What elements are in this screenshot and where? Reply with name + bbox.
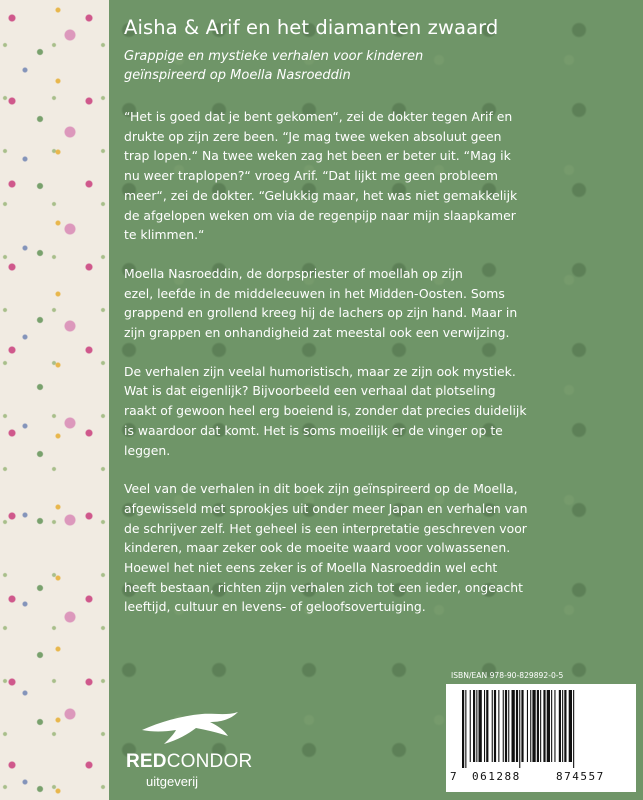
blurb-line: De verhalen zijn veelal humoristisch, maar ze zijn ook mystiek. <box>124 363 516 379</box>
book-title: Aisha & Arif en het diamanten zwaard <box>124 16 499 39</box>
publisher-subtitle: uitgeverij <box>146 774 199 789</box>
blurb-line: zijn grappen en onhandigheid zat meestal ook een verwijzing. <box>124 325 510 341</box>
blurb-line: raakt of gewoon heel erg boeiend is, zonder dat precies duidelijk <box>124 403 527 419</box>
blurb-text <box>124 107 634 636</box>
blurb-line: leggen. <box>124 442 171 458</box>
condor-icon <box>140 708 240 748</box>
barcode-digit-group-left: 061288 <box>472 770 521 783</box>
publisher-name-regular: CONDOR <box>166 751 253 772</box>
blurb-line: de afgelopen weken om via de regenpijp naar mijn slaapkamer <box>124 207 516 223</box>
blurb-line: drukte op zijn zere been. “Je mag twee weken absoluut geen <box>124 128 502 144</box>
barcode <box>446 684 636 792</box>
blurb-line: Wat is dat eigenlijk? Bijvoorbeeld een verhaal dat plotseling <box>124 383 496 399</box>
blurb-paragraph <box>124 362 634 461</box>
publisher-name-bold: RED <box>126 751 167 772</box>
blurb-line: Moella Nasroeddin, de dorpspriester of moellah op zijn <box>124 265 463 281</box>
blurb-line: ezel, leefde in de middeleeuwen in het Midden-Oosten. Soms <box>124 285 505 301</box>
blurb-paragraph <box>124 107 634 245</box>
barcode-digits <box>446 770 636 786</box>
blurb-line: leeftijd, cultuur en levens- of geloofsovertuiging. <box>124 599 426 615</box>
blurb-line: afgewisseld met sprookjes uit onder meer Japan en verhalen van <box>124 500 528 516</box>
blurb-line: meer“, zei de dokter. “Gelukkig maar, het was niet gemakkelijk <box>124 187 518 203</box>
barcode-bars <box>460 690 630 768</box>
blurb-line: is waardoor dat komt. Het is soms moeilijk er de vinger op te <box>124 422 503 438</box>
publisher-name <box>126 751 252 773</box>
blurb-line: heeft bestaan, richten zijn verhalen zich tot een ieder, ongeacht <box>124 579 523 595</box>
publisher-logo <box>126 704 276 794</box>
blurb-line: Hoewel het niet eens zeker is of Moella Nasroeddin wel echt <box>124 560 498 576</box>
blurb-line: kinderen, maar zeker ook de moeite waard voor volwassenen. <box>124 540 511 556</box>
subtitle-line: geïnspireerd op Moella Nasroeddin <box>124 68 351 83</box>
blurb-paragraph <box>124 264 634 343</box>
blurb-line: de schrijver zelf. Het geheel is een interpretatie geschreven voor <box>124 520 527 536</box>
blurb-line: grappend en grollend kreeg hij de lachers op zijn hand. Maar in <box>124 305 518 321</box>
blurb-line: Veel van de verhalen in dit boek zijn geïnspireerd op de Moella, <box>124 481 518 497</box>
subtitle-line: Grappige en mystieke verhalen voor kinderen <box>124 49 424 64</box>
book-subtitle <box>124 47 423 85</box>
barcode-digit-prefix: 7 <box>450 770 457 783</box>
blurb-paragraph <box>124 479 634 617</box>
barcode-digit-group-right: 874557 <box>556 770 605 783</box>
blurb-line: te klimmen.“ <box>124 227 205 243</box>
isbn-label: ISBN/EAN 978-90-829892-0-5 <box>451 671 564 680</box>
blurb-line: “Het is goed dat je bent gekomen“, zei de dokter tegen Arif en <box>124 109 513 124</box>
blurb-line: trap lopen.“ Na twee weken zag het been er beter uit. “Mag ik <box>124 148 511 164</box>
blurb-line: nu weer traplopen?“ vroeg Arif. “Dat lijkt me geen probleem <box>124 168 498 184</box>
